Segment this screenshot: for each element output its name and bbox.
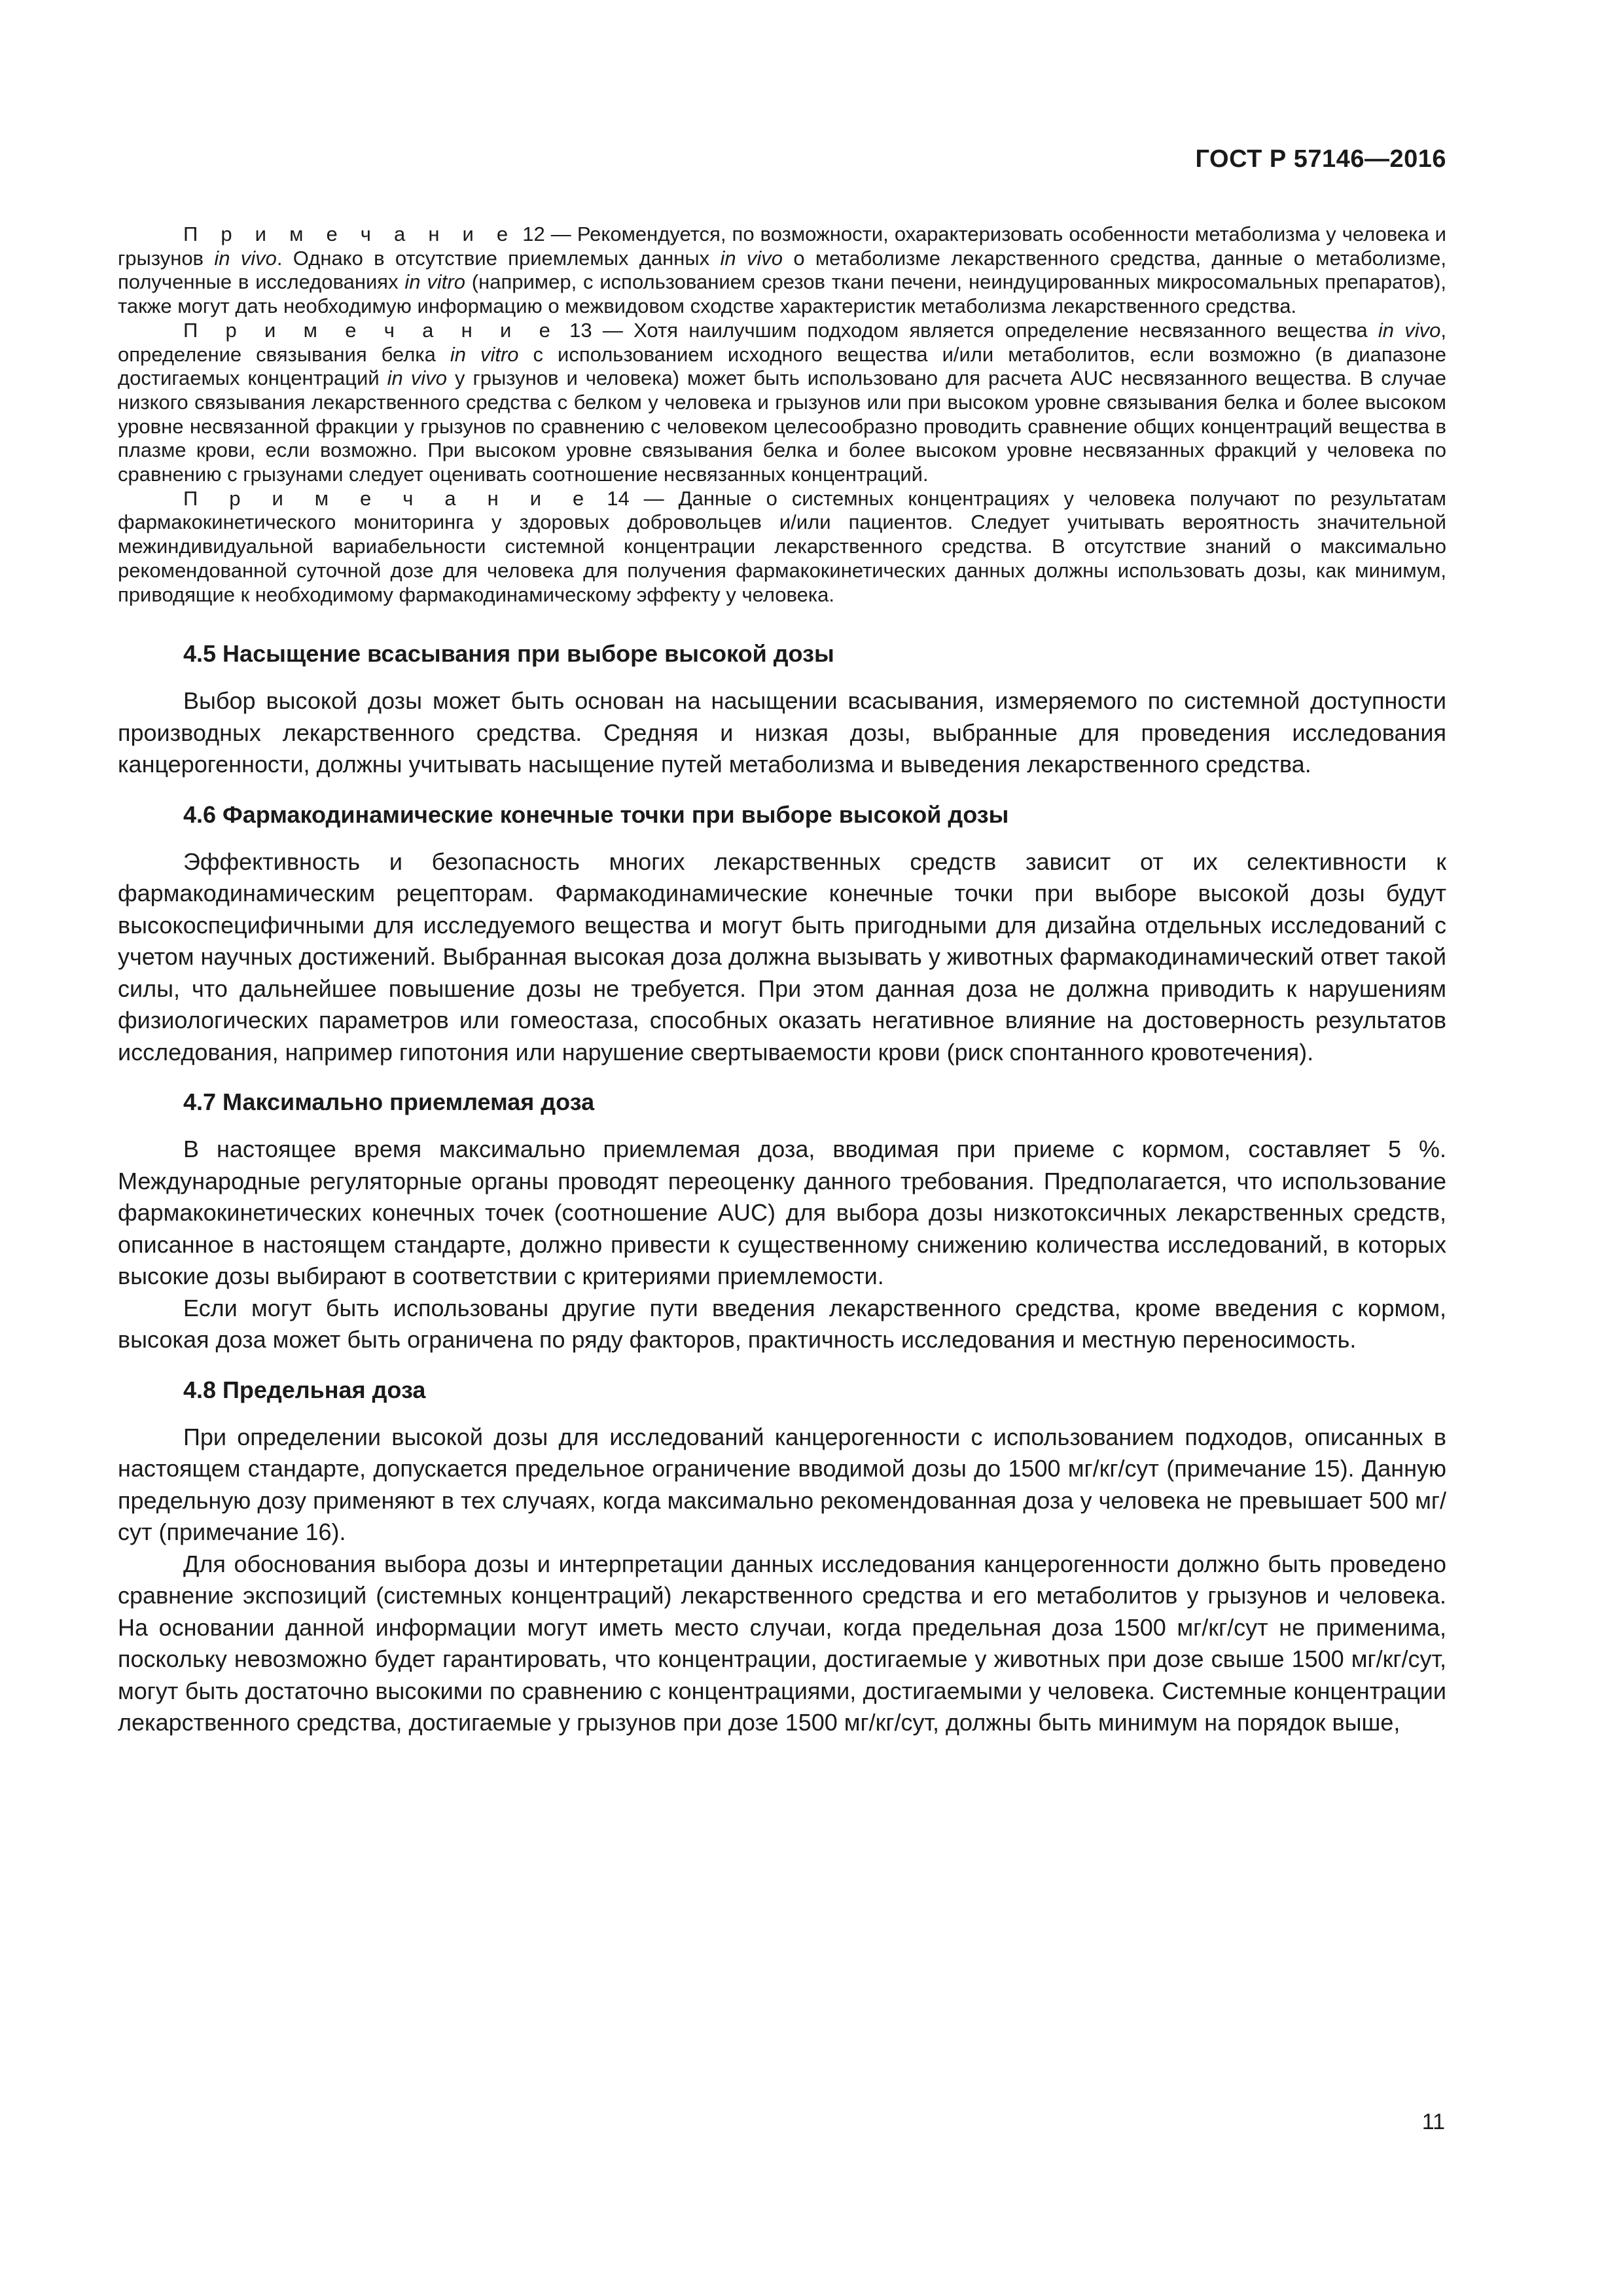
note-label: П р и м е ч а н и е — [183, 223, 517, 245]
note-text: у грызунов и человека) может быть использовано для расчета AUC несвязанного вещества. В случае низкого связывания лекарственного средства с белком у человека и грызунов или при высоком уровне связывания белка и более высоком уровне несвязанной фракции у грызунов по сравнению с человеком целесообразно проводить сравнение общих концентраций вещества в плазме крови, если возможно. При высоком уровне связывания белка и более высоком уровне несвязанных фракций у человека по сравнению с грызунами следует оценивать соотношение несвязанных концентраций. — [118, 367, 1446, 486]
section-title: 4.6 Фармакодинамические конечные точки при выборе высокой дозы — [183, 800, 1009, 828]
note-number: 12 — [522, 223, 545, 245]
section-4-5 — [118, 639, 1446, 781]
paragraph: Если могут быть использованы другие пути введения лекарственного средства, кроме введения с кормом, высокая доза может быть ограничена по ряду факторов, практичность исследования и местную переносимость. — [118, 1294, 1446, 1354]
note-paragraph — [118, 223, 1446, 319]
note-number: 14 — [607, 486, 630, 510]
note-text: , определение связывания белка — [118, 318, 1446, 366]
section-4-6 — [118, 800, 1446, 1069]
note-text: — Рекомендуется, по возможности, охарактеризовать особенности метаболизма у человека и грызунов — [118, 223, 1446, 270]
note-label: П р и м е ч а н и е — [183, 486, 593, 510]
note-number: 13 — [569, 318, 592, 342]
section-title: 4.7 Максимально приемлемая доза — [183, 1088, 595, 1116]
paragraph: В настоящее время максимально приемлемая доза, вводимая при приеме с кормом, составляет 5 %. Международные регуляторные органы проводят переоценку данного требования. Предполагается, что использование фармакокинетических конечных точек (соотношение AUC) для выбора дозы низкотоксичных лекарственных средств, описанное в настоящем стандарте, должно привести к существенному снижению количества исследований, в которых высокие дозы выбирают в соответствии с критериями приемлемости. — [118, 1136, 1446, 1290]
section-4-8 — [118, 1376, 1446, 1739]
note-text: о метаболизме лекарственного средства, данные о метаболизме, полученные в исследованиях — [118, 246, 1447, 294]
note-italic-term: in vitro — [404, 270, 465, 294]
note-label: П р и м е ч а н и е — [183, 318, 559, 342]
note-text: . Однако в отсутствие приемлемых данных — [276, 246, 721, 270]
section-4-7 — [118, 1088, 1446, 1356]
note-text: с использованием исходного вещества и/или метаболитов, если возможно (в диапазоне достигаемых концентраций — [118, 342, 1446, 390]
section-title: 4.8 Предельная доза — [183, 1376, 426, 1403]
note-italic-term: in vivo — [1378, 318, 1441, 342]
note-italic-term: in vivo — [720, 246, 783, 270]
page-number: 11 — [1421, 2109, 1445, 2134]
paragraph: Для обоснования выбора дозы и интерпретации данных исследования канцерогенности должно быть проведено сравнение экспозиций (системных концентраций) лекарственного средства и его метаболитов у грызунов и человека. На основании данной информации могут иметь место случаи, когда предельная доза 1500 мг/кг/сут не применима, поскольку невозможно будет гарантировать, что концентрации, достигаемые у животных при дозе свыше 1500 мг/кг/сут, могут быть достаточно высокими по сравнению с концентрациями, достигаемыми у человека. Системные концентрации лекарственного средства, достигаемые у грызунов при дозе 1500 мг/кг/сут, должны быть минимум на порядок выше, — [118, 1550, 1446, 1736]
note-paragraph — [118, 487, 1446, 607]
notes-block — [118, 223, 1446, 607]
paragraph: Эффективность и безопасность многих лекарственных средств зависит от их селективности к фармакодинамическим рецепторам. Фармакодинамические конечные точки при выборе высокой дозы будут высокоспецифичными для исследуемого вещества и могут быть пригодными для дизайна отдельных исследований с учетом научных достижений. Выбранная высокая доза должна вызывать у животных фармакодинамический ответ такой силы, что дальнейшее повышение дозы не требуется. При этом данная доза не должна приводить к нарушениям физиологических параметров или гомеостаза, способных оказать негативное влияние на достоверность результатов исследования, например гипотония или нарушение свертываемости крови (риск спонтанного кровотечения). — [118, 848, 1446, 1066]
paragraph: Выбор высокой дозы может быть основан на насыщении всасывания, измеряемого по системной доступности производных лекарственного средства. Средняя и низкая дозы, выбранные для проведения исследования канцерогенности, должны учитывать насыщение путей метаболизма и выведения лекарственного средства. — [118, 687, 1446, 778]
standard-designation: ГОСТ Р 57146—2016 — [1195, 145, 1446, 173]
note-text: — Данные о системных концентрациях у человека получают по результатам фармакокинетического мониторинга у здоровых добровольцев и/или пациентов. Следует учитывать вероятность значительной межиндивидуальной вариабельности системной концентрации лекарственного средства. В отсутствие знаний о максимально рекомендованной суточной дозе для человека для получения фармакокинетических данных должны использовать дозы, как минимум, приводящие к необходимому фармакодинамическому эффекту у человека. — [118, 486, 1446, 606]
note-text: — Хотя наилучшим подходом является определение несвязанного вещества — [592, 318, 1378, 342]
note-italic-term: in vivo — [387, 367, 447, 390]
section-title: 4.5 Насыщение всасывания при выборе высокой дозы — [183, 640, 834, 668]
note-paragraph — [118, 319, 1446, 487]
note-text: (например, с использованием срезов ткани печени, неиндуцированных микросомальных препаратов), также могут дать необходимую информацию о межвидовом сходстве характеристик метаболизма лекарственного средства. — [118, 270, 1446, 318]
note-italic-term: in vivo — [214, 246, 277, 270]
paragraph: При определении высокой дозы для исследований канцерогенности с использованием подходов, описанных в настоящем стандарте, допускается предельное ограничение вводимой дозы до 1500 мг/кг/сут (примечание 15). Данную предельную дозу применяют в тех случаях, когда максимально рекомендованная доза у человека не превышает 500 мг/сут (примечание 16). — [118, 1423, 1446, 1546]
page-content — [118, 223, 1446, 1739]
note-italic-term: in vitro — [450, 342, 519, 366]
